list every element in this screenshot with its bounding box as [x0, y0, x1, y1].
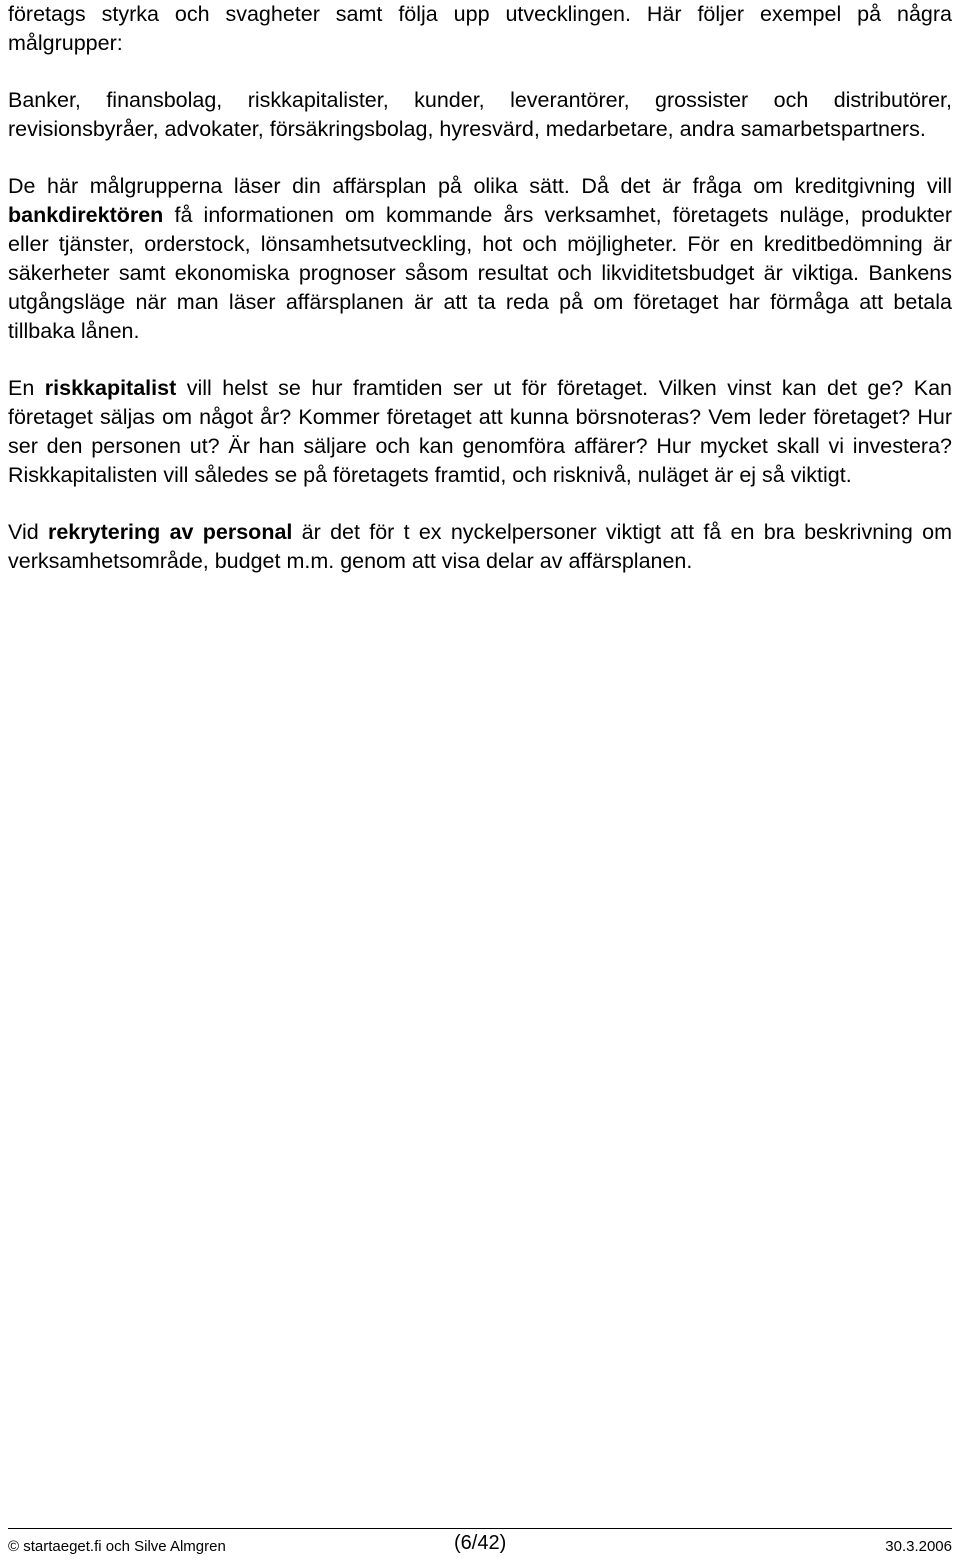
paragraph-target-groups-text: Banker, finansbolag, riskkapitalister, kunder, leverantörer, grossister och distributörer, revisionsbyråer, advokater, försäkringsbolag, hyresvärd, medarbetare, andra samarbetspartners. [8, 88, 952, 141]
paragraph-vc-text-b: vill helst se hur framtiden ser ut för företaget. Vilken vinst kan det ge? Kan företaget säljas om något år? Kommer företaget att kunna börsnoteras? Vem leder företaget? Hur ser den personen ut? Är han säljare och kan genomföra affärer? Hur mycket skall vi investera? Riskkapitalisten vill således se på företagets framtid, och risknivå, nuläget är ej så viktigt. [8, 376, 952, 487]
paragraph-vc-text-a: En [8, 376, 45, 400]
paragraph-gap [8, 490, 952, 518]
paragraph-target-groups [8, 86, 952, 144]
footer-divider [8, 1528, 952, 1529]
paragraph-bank [8, 172, 952, 346]
recruitment-term: rekrytering av personal [47, 520, 293, 544]
paragraph-gap [8, 346, 952, 374]
paragraph-recruitment-text-a: Vid [8, 520, 48, 544]
footer-copyright: © startaeget.fi och Silve Almgren [8, 1538, 226, 1555]
paragraph-gap [8, 58, 952, 86]
paragraph-bank-text-a: De här målgrupperna läser din affärsplan på olika sätt. Då det är fråga om kreditgivning vill [8, 174, 952, 198]
paragraph-venture-capitalist [8, 374, 952, 490]
paragraph-intro-text: företags styrka och svagheter samt följa upp utvecklingen. Här följer exempel på några målgrupper: [8, 2, 952, 55]
page-footer [8, 1534, 952, 1558]
paragraph-intro [8, 0, 952, 58]
document-body [8, 0, 952, 576]
paragraph-bank-text-b: få informationen om kommande års verksamhet, företagets nuläge, produkter eller tjänster, orderstock, lönsamhetsutveckling, hot och möjligheter. För en kreditbedömning är säkerheter samt ekonomiska prognoser såsom resultat och likviditetsbudget är viktiga. Bankens utgångsläge när man läser affärsplanen är att ta reda på om företaget har förmåga att betala tillbaka lånen. [8, 203, 952, 343]
footer-page-number: (6/42) [454, 1532, 507, 1554]
paragraph-recruitment [8, 518, 952, 576]
venture-capitalist-term: riskkapitalist [44, 376, 177, 400]
footer-date: 30.3.2006 [885, 1538, 952, 1555]
bank-director-term: bankdirektören [8, 203, 164, 227]
paragraph-recruitment-text-b: är det för t ex nyckelpersoner viktigt att få en bra beskrivning om verksamhetsområde, budget m.m. genom att visa delar av affärsplanen. [8, 520, 952, 573]
paragraph-gap [8, 144, 952, 172]
